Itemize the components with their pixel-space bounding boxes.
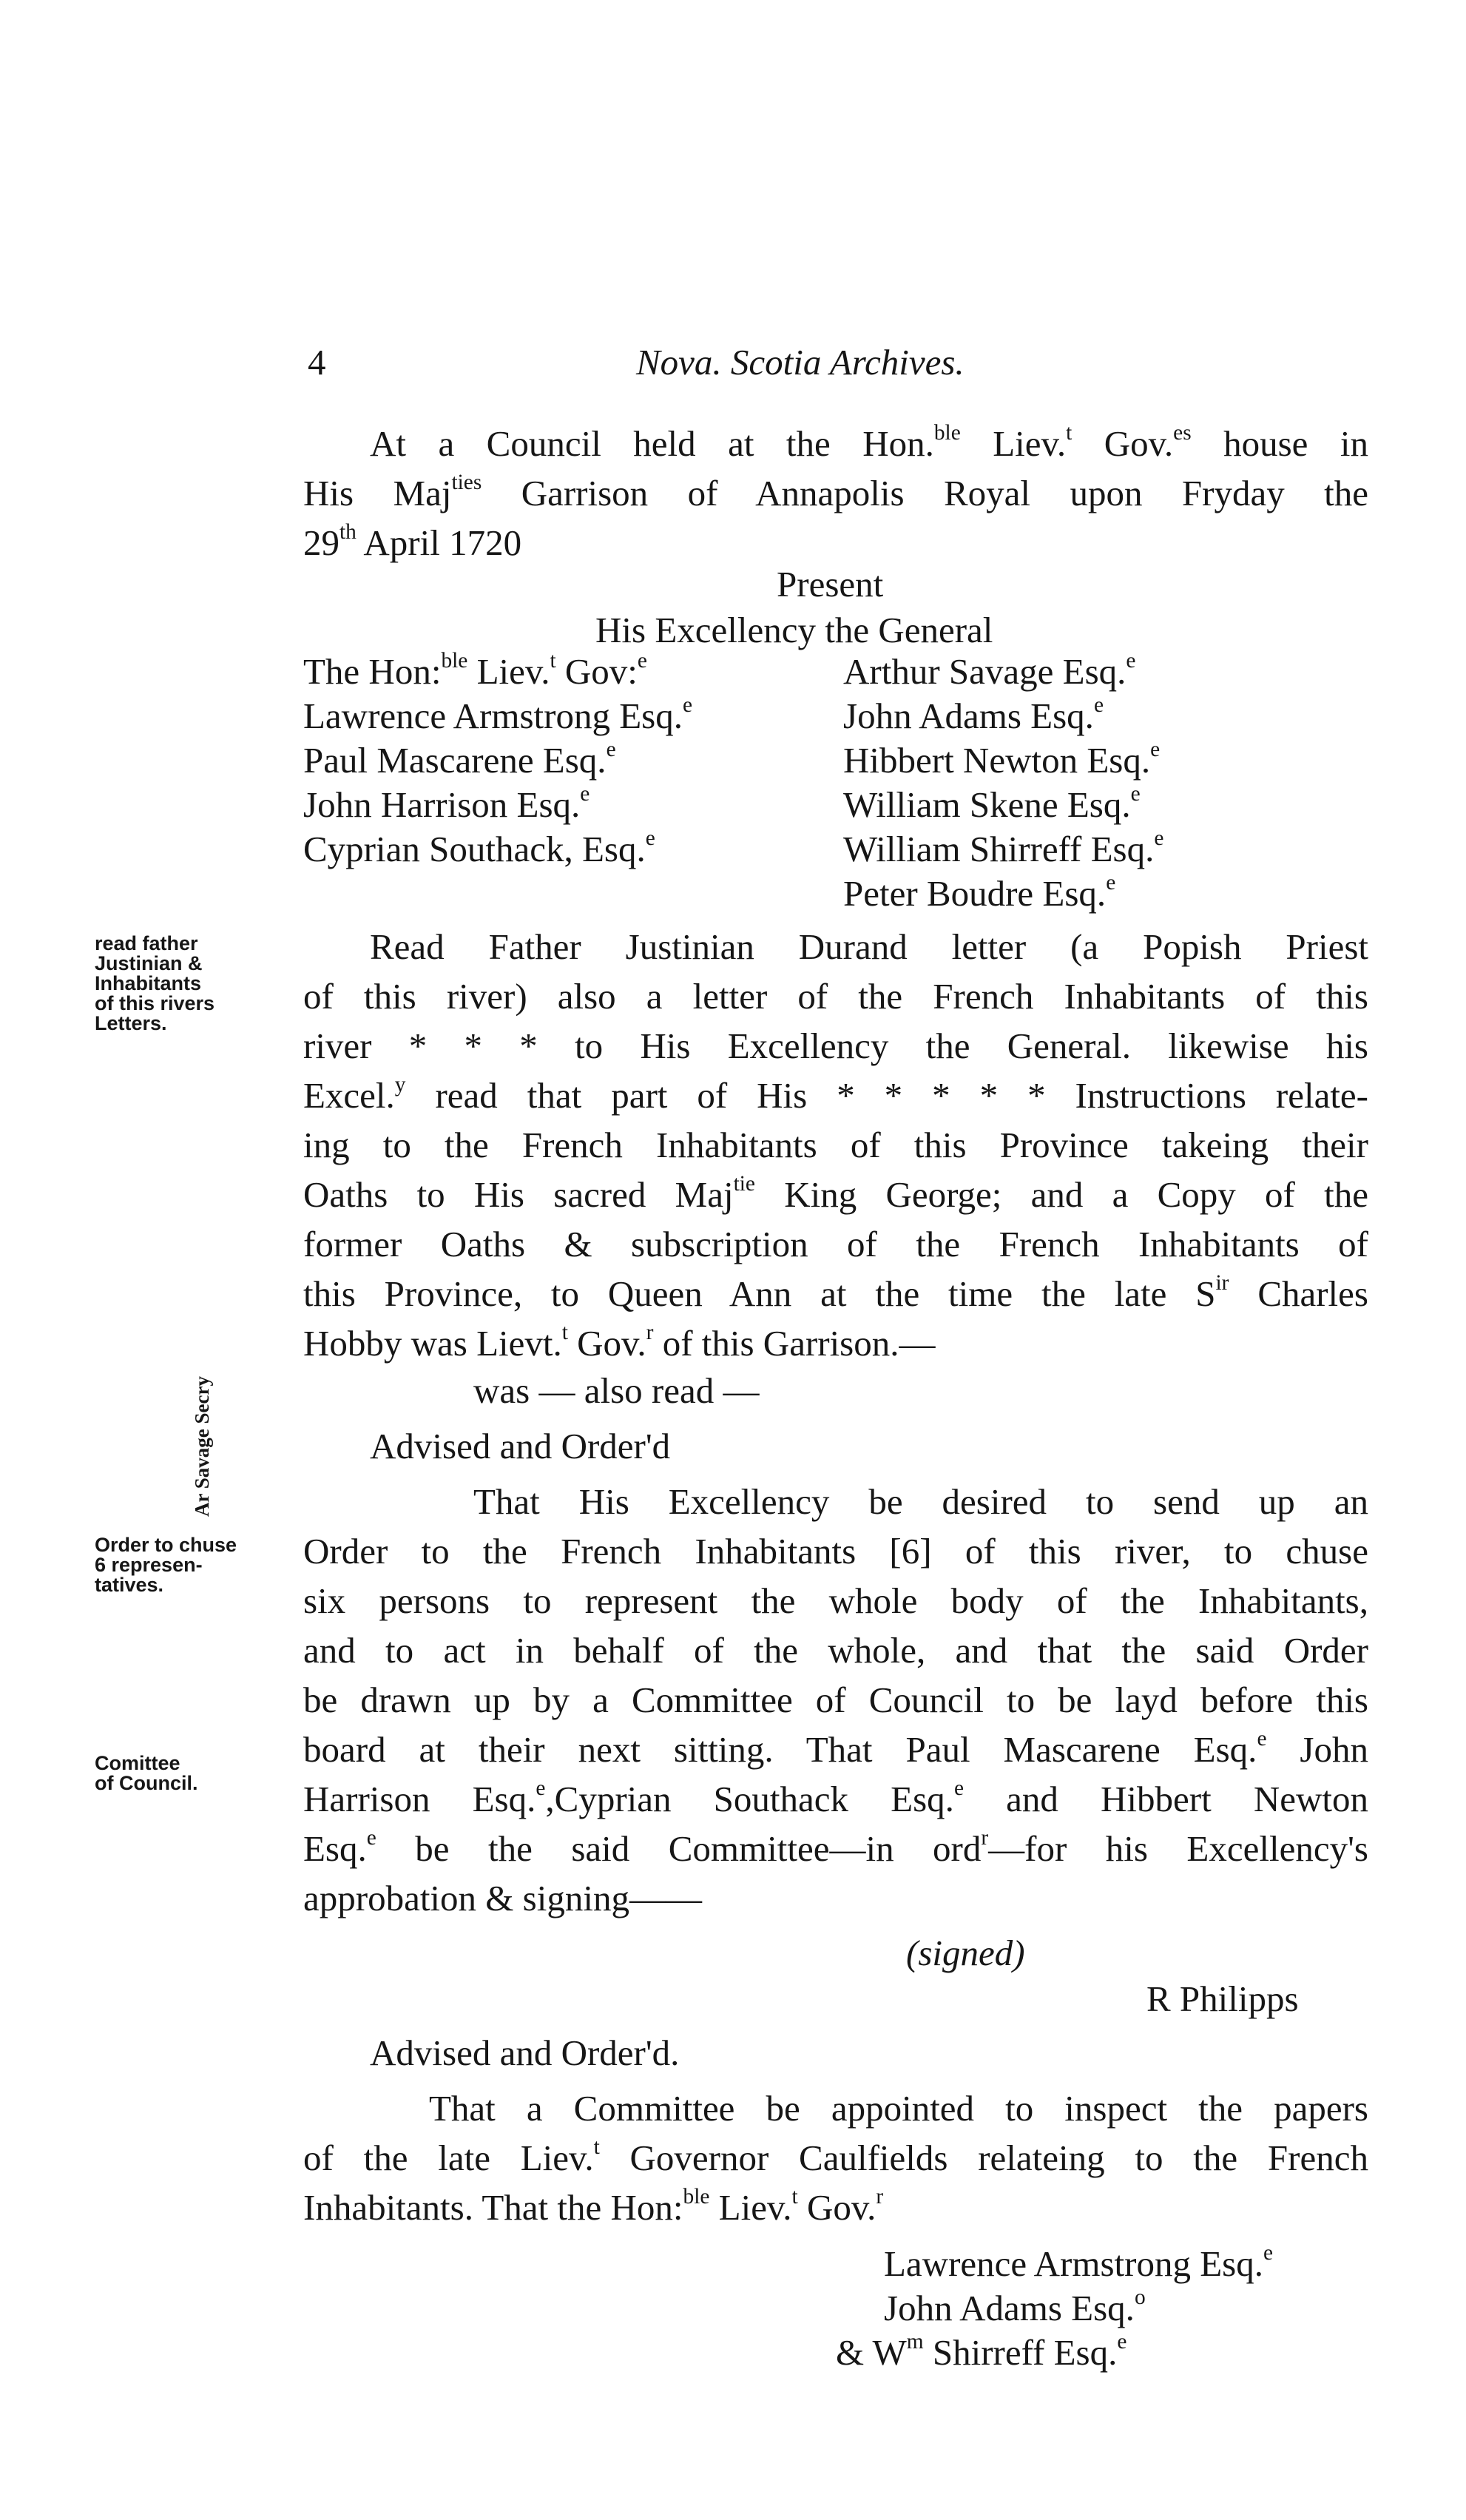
paragraph-3-line: of the late Liev.$^t$ Governor Caulfields relateing to the French: [303, 2135, 1368, 2178]
paragraph-1-line: Oaths to His sacred Maj$^{tie}$ King George; and a Copy of the: [303, 1171, 1368, 1215]
paragraph-2-line: Harrison Esq.$^e$,Cyprian Southack Esq.$^e$ and Hibbert Newton: [303, 1776, 1368, 1819]
member-right: Peter Boudre Esq.$^e$: [843, 870, 1116, 914]
heading-line-2: His Maj$^{ties}$ Garrison of Annapolis Royal upon Fryday the: [303, 470, 1368, 513]
paragraph-2-line: and to act in behalf of the whole, and that the said Order: [303, 1630, 1368, 1671]
paragraph-1-line: river * * * to His Excellency the General. likewise his: [303, 1025, 1368, 1066]
paragraph-3-line: That a Committee be appointed to inspect the papers: [429, 2088, 1368, 2129]
page-number: 4: [308, 342, 326, 383]
committee-member: & $W^m$ Shirreff Esq.$^e$: [836, 2329, 1127, 2373]
paragraph-1-line: ing to the French Inhabitants of this Province takeing their: [303, 1125, 1368, 1165]
margin-note-secretary: Ar Savage Secry: [191, 1376, 213, 1517]
member-left: The Hon:$^{ble}$ Liev.$^t$ Gov:$^e$: [303, 648, 647, 692]
paragraph-2-line: six persons to represent the whole body of the Inhabitants,: [303, 1580, 1368, 1621]
paragraph-2-line: board at their next sitting. That Paul Mascarene Esq.$^e$ John: [303, 1726, 1369, 1770]
member-right: William Shirreff Esq.$^e$: [843, 826, 1164, 869]
margin-note-committee: Comittee of Council.: [95, 1752, 198, 1794]
advised-order-1: Advised and Order'd: [370, 1426, 671, 1466]
paragraph-1-line: Read Father Justinian Durand letter (a Popish Priest: [370, 926, 1368, 967]
member-right: Hibbert Newton Esq.$^e$: [843, 737, 1161, 781]
committee-member: Lawrence Armstrong Esq.$^e$: [884, 2240, 1274, 2284]
heading-line-1: At a Council held at the Hon.$^{ble}$ Liev.$^t$ Gov.$^{es}$ house in: [370, 420, 1368, 464]
paragraph-1-line: of this river) also a letter of the French Inhabitants of this: [303, 976, 1368, 1017]
paragraph-2-line: Order to the French Inhabitants [6] of this river, to chuse: [303, 1531, 1368, 1571]
committee-member: John Adams Esq.$^o$: [884, 2285, 1146, 2328]
member-left: John Harrison Esq.$^e$: [303, 781, 590, 825]
paragraph-2-line: be drawn up by a Committee of Council to be layd before this: [303, 1680, 1368, 1720]
present-general: His Excellency the General: [595, 610, 993, 650]
member-left: Lawrence Armstrong Esq.$^e$: [303, 693, 693, 736]
was-also-read: was — also read —: [473, 1370, 760, 1411]
margin-note-read-letters: read father Justinian & Inhabitants of this rivers Letters.: [95, 932, 215, 1034]
paragraph-2-line: That His Excellency be desired to send up an: [473, 1481, 1368, 1522]
paragraph-2-line: approbation & signing——: [303, 1878, 702, 1918]
member-left: Paul Mascarene Esq.$^e$: [303, 737, 616, 781]
heading-line-3: 29th April 1720: [303, 519, 522, 563]
member-right: Arthur Savage Esq.$^e$: [843, 648, 1136, 692]
running-title: Nova. Scotia Archives.: [636, 342, 965, 383]
signature: R Philipps: [1146, 1978, 1299, 2019]
paragraph-3-line: Inhabitants. That the Hon:$^{ble}$ Liev.$^t$ Gov.$^r$: [303, 2184, 884, 2228]
paragraph-1-line: this Province, to Queen Ann at the time the late $S^{ir}$ Charles: [303, 1270, 1368, 1314]
member-right: John Adams Esq.$^e$: [843, 693, 1104, 736]
member-left: Cyprian Southack, Esq.$^e$: [303, 826, 655, 869]
signed-label: (signed): [906, 1933, 1025, 1973]
present-label: Present: [777, 564, 884, 604]
margin-note-order-chuse: Order to chuse 6 represen- tatives.: [95, 1534, 237, 1596]
paragraph-1-line: former Oaths & subscription of the French Inhabitants of: [303, 1224, 1368, 1264]
paragraph-1-line: Excel.$^y$ read that part of His * * * * * Instructions relate-: [303, 1072, 1368, 1116]
advised-order-2: Advised and Order'd.: [370, 2032, 680, 2073]
paragraph-1-line: Hobby was Lievt.$^t$ Gov.$^r$ of this Garrison.—: [303, 1320, 936, 1364]
member-right: William Skene Esq.$^e$: [843, 781, 1141, 825]
paragraph-2-line: Esq.$^e$ be the said Committee—in ord$^r$—for his Excellency's: [303, 1825, 1368, 1869]
